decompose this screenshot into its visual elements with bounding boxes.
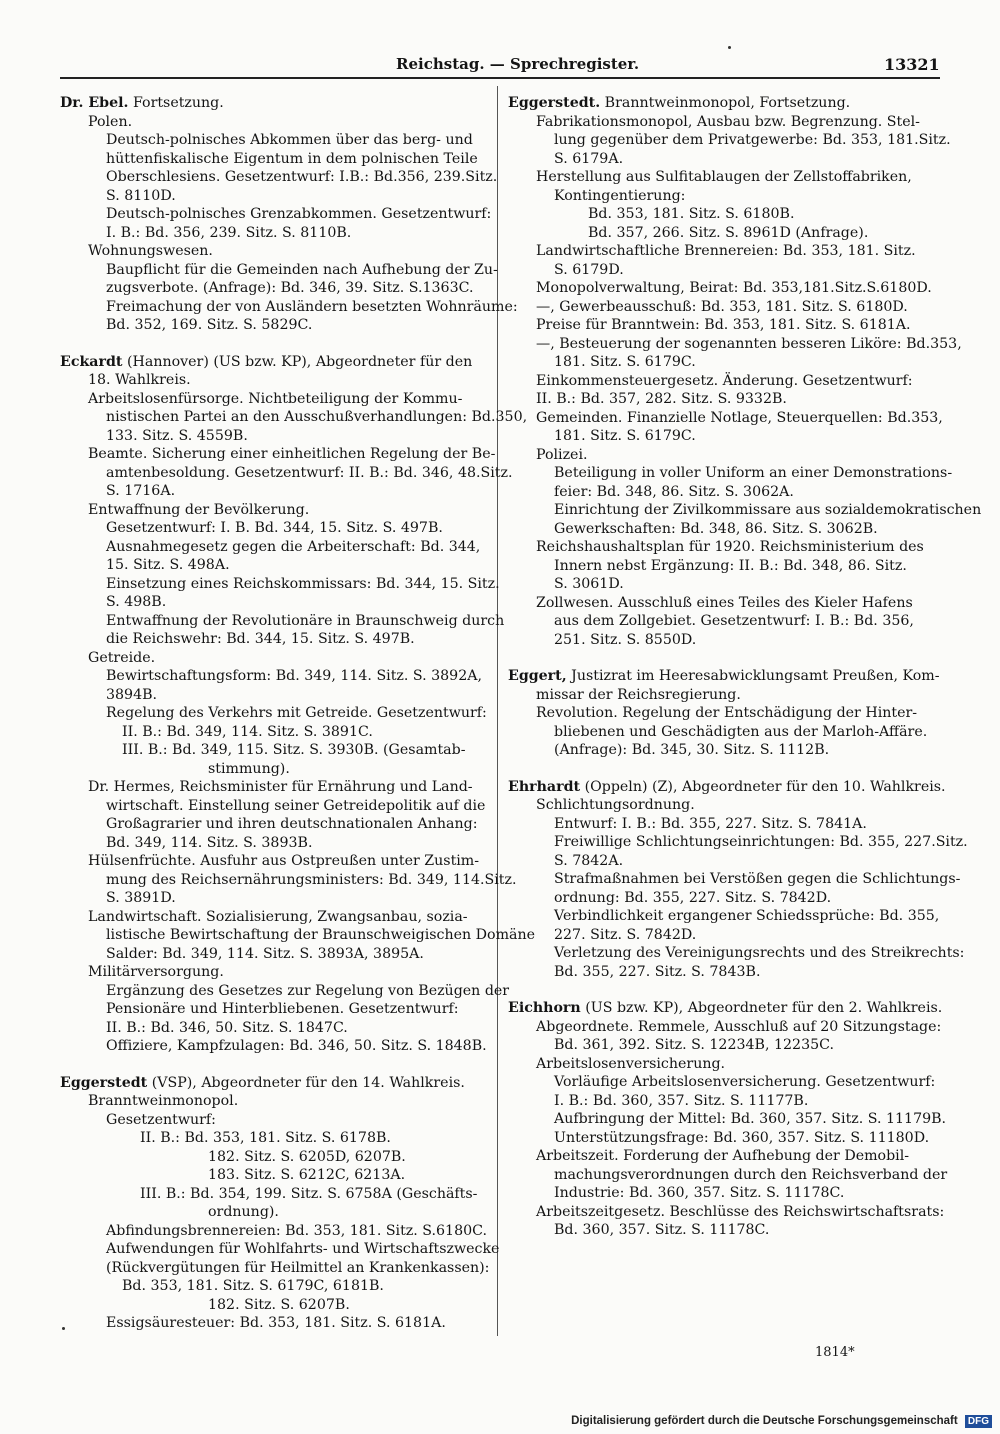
entry-text: Bd. 353, 181. Sitz. S. 6180B. [588, 206, 795, 222]
entry-text: Polizei. [536, 446, 588, 463]
entry-line [508, 907, 940, 926]
entry-text: Hülsenfrüchte. Ausfuhr aus Ostpreußen unter Zustim- [88, 853, 480, 869]
entry-line [508, 741, 940, 760]
entry-line [508, 723, 940, 742]
entry-line [508, 870, 961, 889]
entry-line [508, 926, 940, 945]
entry-line [508, 852, 940, 871]
entry-text: S. 7842A. [554, 852, 624, 869]
entry-text: Herstellung aus Sulfitablaugen der Zellstoffabriken, [536, 169, 912, 185]
entry-line [60, 889, 488, 908]
entry-line [60, 630, 488, 649]
entry-line [60, 224, 488, 243]
entry-line [60, 667, 488, 686]
entry-gap [508, 990, 940, 999]
entry-line [60, 445, 496, 464]
entry-line [508, 1129, 940, 1148]
entry-line [60, 298, 518, 317]
entry-text: Aufwendungen für Wohlfahrts- und Wirtschaftszwecke [106, 1241, 500, 1257]
entry-line [60, 686, 488, 705]
entry-text: Deutsch-polnisches Abkommen über das berg- und [106, 132, 473, 148]
page-number: 13321 [884, 55, 940, 74]
entry-text: Bd. 360, 357. Sitz. S. 11178C. [554, 1222, 770, 1238]
entry-line [508, 409, 943, 428]
entry-line [508, 187, 940, 206]
entry-line [60, 593, 488, 612]
footer-mark: 1814* [815, 1345, 855, 1360]
entry-text: 227. Sitz. S. 7842D. [554, 926, 697, 943]
print-speck [728, 46, 731, 49]
entry-text: Kontingentierung: [554, 187, 686, 204]
entry-text: (US bzw. KP), Abgeordneter für den 2. Wahlkreis. [580, 1000, 943, 1016]
entry-text: 181. Sitz. S. 6179C. [554, 354, 696, 370]
entry-text: Einkommensteuergesetz. Änderung. Gesetzentwurf: [536, 372, 913, 389]
entry-text: Zollwesen. Ausschluß eines Teiles des Kieler Hafens [536, 594, 913, 611]
entry-text: (VSP), Abgeordneter für den 14. Wahlkreis. [147, 1074, 465, 1091]
entry-text: 183. Sitz. S. 6212C, 6213A. [208, 1167, 406, 1183]
entry-heading-line [508, 94, 940, 113]
entry-text: Regelung des Verkehrs mit Getreide. Gesetzentwurf: [106, 705, 487, 721]
entry-line [60, 538, 488, 557]
entry-text: Ausnahmegesetz gegen die Arbeiterschaft: Bd. 344, [106, 538, 481, 555]
speaker-name: Eggert, [508, 668, 567, 684]
entry-line [60, 242, 488, 261]
entry-text: Revolution. Regelung der Entschädigung der Hinter- [536, 705, 918, 721]
entry-text: Arbeitszeitgesetz. Beschlüsse des Reichswirtschaftsrats: [536, 1203, 945, 1220]
entry-line [508, 242, 940, 261]
entry-text: I. B.: Bd. 356, 239. Sitz. S. 8110B. [106, 224, 352, 241]
entry-line [508, 1073, 940, 1092]
entry-text: aus dem Zollgebiet. Gesetzentwurf: I. B.: Bd. 356, [554, 613, 914, 629]
entry-text: (Oppeln) (Z), Abgeordneter für den 10. Wahlkreis. [580, 778, 946, 795]
entry-line [60, 408, 528, 427]
speaker-name: Eckardt [60, 353, 123, 370]
entry-line [60, 205, 492, 224]
entry-text: S. 3891D. [106, 890, 176, 906]
entry-line [60, 1222, 488, 1241]
entry-line [508, 316, 940, 335]
entry-line [60, 427, 488, 446]
entry-text: missar der Reichsregierung. [536, 686, 741, 703]
page-header-title: Reichstag. — Sprechregister. [396, 55, 640, 73]
entry-line [508, 501, 982, 520]
entry-gap [60, 1065, 488, 1074]
entry-line [60, 168, 498, 187]
entry-line [60, 371, 488, 390]
entry-line [508, 1203, 945, 1222]
entry-line [508, 464, 953, 483]
entry-line [508, 446, 940, 465]
entry-text: feier: Bd. 348, 86. Sitz. S. 3062A. [554, 483, 794, 500]
entry-text: Gesetzentwurf: [106, 1111, 216, 1128]
entry-line [508, 612, 940, 631]
entry-text: stimmung). [208, 760, 290, 777]
entry-heading-line [60, 353, 488, 372]
entry-gap [508, 981, 940, 990]
entry-text: Polen. [88, 113, 133, 130]
entry-line [508, 261, 940, 280]
entry-line [508, 833, 968, 852]
entry-text: 3894B. [106, 686, 158, 703]
entry-line [60, 1129, 488, 1148]
entry-line [60, 1314, 488, 1333]
entry-text: Beamte. Sicherung einer einheitlichen Regelung der Be- [88, 446, 496, 462]
entry-line [508, 796, 940, 815]
entry-line [508, 1036, 940, 1055]
entry-text: —, Gewerbeausschuß: Bd. 353, 181. Sitz. S. 6180D. [536, 298, 908, 315]
entry-text: Aufbringung der Mittel: Bd. 360, 357. Sitz. S. 11179B. [554, 1111, 947, 1127]
entry-text: —, Besteuerung der sogenannten besseren Liköre: Bd.353, [536, 335, 962, 352]
entry-text: Gemeinden. Finanzielle Notlage, Steuerquellen: Bd.353, [536, 409, 943, 426]
entry-text: mung des Reichsernährungsministers: Bd. 349, 114.Sitz. [106, 871, 517, 888]
entry-text: ordnung: Bd. 355, 227. Sitz. S. 7842D. [554, 889, 832, 906]
entry-line [60, 963, 488, 982]
entry-line [60, 741, 488, 760]
entry-line [508, 150, 940, 169]
entry-text: II. B.: Bd. 353, 181. Sitz. S. 6178B. [140, 1130, 391, 1146]
entry-line [60, 556, 488, 575]
entry-line [60, 1277, 488, 1296]
entry-text: wirtschaft. Einstellung seiner Getreidepolitik auf die [106, 797, 486, 814]
entry-text: Arbeitszeit. Forderung der Aufhebung der Demobil- [536, 1148, 910, 1164]
entry-text: Oberschlesiens. Gesetzentwurf: I.B.: Bd.356, 239.Sitz. [106, 169, 498, 185]
entry-gap [60, 344, 488, 353]
entry-gap [60, 1056, 488, 1065]
entry-line [508, 298, 940, 317]
entry-text: Abfindungsbrennereien: Bd. 353, 181. Sitz. S.6180C. [106, 1222, 487, 1239]
entry-line [508, 1110, 947, 1129]
entry-text: Fabrikationsmonopol, Ausbau bzw. Begrenzung. Stel- [536, 113, 920, 130]
entry-text: Freimachung der von Ausländern besetzten Wohnräume: [106, 298, 518, 315]
entry-text: Preise für Branntwein: Bd. 353, 181. Sitz. S. 6181A. [536, 317, 911, 333]
speaker-name: Ehrhardt [508, 778, 581, 795]
entry-text: 182. Sitz. S. 6207B. [208, 1296, 350, 1313]
entry-text: Einsetzung eines Reichskommissars: Bd. 344, 15. Sitz. [106, 575, 500, 592]
entry-line [60, 261, 498, 280]
entry-line [60, 852, 488, 871]
speaker-name: Eggerstedt [60, 1074, 148, 1091]
entry-line [60, 1092, 488, 1111]
entry-line [60, 945, 488, 964]
entry-text: Bd. 355, 227. Sitz. S. 7843B. [554, 963, 761, 980]
entry-text: III. B.: Bd. 349, 115. Sitz. S. 3930B. (Gesamtab- [122, 742, 466, 758]
entry-text: Pensionäre und Hinterbliebenen. Gesetzentwurf: [106, 1001, 459, 1017]
dfg-logo: DFG [965, 1415, 992, 1428]
entry-text: Beteiligung in voller Uniform an einer Demonstrations- [554, 465, 953, 481]
entry-text: Baupflicht für die Gemeinden nach Aufhebung der Zu- [106, 261, 498, 278]
entry-line [508, 390, 940, 409]
entry-line [508, 483, 940, 502]
entry-text: Getreide. [88, 649, 156, 666]
entry-text: Essigsäuresteuer: Bd. 353, 181. Sitz. S. 6181A. [106, 1315, 446, 1331]
entry-text: Strafmaßnahmen bei Verstößen gegen die Schlichtungs- [554, 871, 961, 887]
entry-text: Salder: Bd. 349, 114. Sitz. S. 3893A, 3895A. [106, 945, 424, 962]
entry-line [60, 187, 488, 206]
entry-text: S. 1716A. [106, 483, 176, 499]
entry-line [60, 1000, 488, 1019]
entry-line [508, 168, 940, 187]
entry-line [508, 205, 940, 224]
entry-text: Bd. 349, 114. Sitz. S. 3893B. [106, 834, 313, 851]
entry-line [508, 538, 940, 557]
print-speck [62, 1327, 65, 1330]
entry-text: II. B.: Bd. 346, 50. Sitz. S. 1847C. [106, 1019, 348, 1036]
entry-line [508, 815, 940, 834]
entry-text: Schlichtungsordnung. [536, 797, 695, 813]
entry-heading-line [60, 1074, 488, 1093]
entry-text: Deutsch-polnisches Grenzabkommen. Gesetzentwurf: [106, 206, 492, 222]
entry-text: Arbeitslosenfürsorge. Nichtbeteiligung der Kommu- [88, 390, 463, 407]
entry-line [508, 1184, 940, 1203]
entry-text: Militärversorgung. [88, 964, 224, 980]
entry-line [508, 131, 951, 150]
entry-line [60, 1111, 488, 1130]
entry-line [508, 1221, 940, 1240]
entry-line [60, 1240, 500, 1259]
entry-line [508, 594, 940, 613]
entry-text: amtenbesoldung. Gesetzentwurf: II. B.: Bd. 346, 48.Sitz. [106, 464, 513, 481]
entry-text: Bd. 353, 181. Sitz. S. 6179C, 6181B. [122, 1278, 384, 1294]
entry-line [60, 797, 488, 816]
right-column [508, 94, 982, 1240]
entry-line [60, 926, 536, 945]
entry-text: Verletzung des Vereinigungsrechts und des Streikrechts: [554, 945, 965, 961]
entry-text: Bd. 352, 169. Sitz. S. 5829C. [106, 317, 313, 333]
entry-text: 15. Sitz. S. 498A. [106, 557, 230, 573]
entry-text: Entwaffnung der Revolutionäre in Braunschweig durch [106, 612, 505, 629]
entry-line [60, 316, 488, 335]
entry-line [60, 982, 510, 1001]
entry-line [508, 520, 940, 539]
speaker-name: Eichhorn [508, 1000, 581, 1016]
entry-text: lung gegenüber dem Privatgewerbe: Bd. 353, 181.Sitz. [554, 132, 951, 148]
entry-text: Industrie: Bd. 360, 357. Sitz. S. 11178C. [554, 1185, 845, 1201]
entry-line [60, 815, 488, 834]
header-rule [60, 77, 940, 79]
entry-text: Unterstützungsfrage: Bd. 360, 357. Sitz. S. 11180D. [554, 1129, 930, 1146]
entry-text: II. B.: Bd. 349, 114. Sitz. S. 3891C. [122, 723, 373, 740]
digitization-credit [571, 1415, 992, 1428]
entry-line [60, 482, 488, 501]
entry-line [60, 612, 505, 631]
entry-text: III. B.: Bd. 354, 199. Sitz. S. 6758A (Geschäfts- [140, 1185, 478, 1202]
entry-text: Großagrarier und ihren deutschnationalen Anhang: [106, 816, 478, 832]
entry-line [60, 704, 488, 723]
entry-line [60, 1037, 488, 1056]
entry-text: Branntweinmonopol, Fortsetzung. [600, 95, 851, 111]
entry-line [508, 113, 940, 132]
entry-text: zugsverbote. (Anfrage): Bd. 346, 39. Sitz. S.1363C. [106, 280, 474, 296]
entry-text: S. 6179A. [554, 150, 624, 167]
entry-line [508, 1147, 940, 1166]
entry-line [508, 279, 940, 298]
entry-line [508, 889, 940, 908]
entry-line [60, 834, 488, 853]
entry-text: Gesetzentwurf: I. B. Bd. 344, 15. Sitz. S. 497B. [106, 520, 443, 536]
entry-line [60, 1259, 488, 1278]
entry-text: Bd. 361, 392. Sitz. S. 12234B, 12235C. [554, 1037, 834, 1053]
entry-line [60, 113, 488, 132]
entry-line [508, 1092, 940, 1111]
entry-text: 18. Wahlkreis. [88, 372, 191, 388]
entry-text: 251. Sitz. S. 8550D. [554, 631, 697, 648]
entry-line [508, 575, 940, 594]
entry-text: die Reichswehr: Bd. 344, 15. Sitz. S. 497B. [106, 631, 415, 647]
entry-gap [508, 658, 940, 667]
speaker-name: Dr. Ebel. [60, 95, 129, 111]
entry-text: 181. Sitz. S. 6179C. [554, 428, 696, 444]
entry-text: (Anfrage): Bd. 345, 30. Sitz. S. 1112B. [554, 742, 830, 758]
entry-line [60, 1019, 488, 1038]
entry-line [60, 871, 517, 890]
entry-line [60, 760, 488, 779]
entry-text: Offiziere, Kampfzulagen: Bd. 346, 50. Sitz. S. 1848B. [106, 1038, 487, 1054]
entry-line [60, 575, 500, 594]
entry-line [508, 353, 940, 372]
speaker-name: Eggerstedt. [508, 95, 601, 111]
entry-line [508, 557, 940, 576]
entry-heading-line [60, 94, 488, 113]
entry-text: bliebenen und Geschädigten aus der Marloh-Affäre. [554, 723, 928, 740]
entry-text: S. 498B. [106, 594, 167, 610]
entry-text: Gewerkschaften: Bd. 348, 86. Sitz. S. 3062B. [554, 520, 878, 537]
entry-text: Einrichtung der Zivilkommissare aus sozialdemokratischen [554, 502, 982, 518]
digitization-note: Digitalisierung gefördert durch die Deutsche Forschungsgemeinschaft [571, 1415, 958, 1427]
entry-line [60, 519, 488, 538]
entry-line [60, 1185, 488, 1204]
entry-text: Dr. Hermes, Reichsminister für Ernährung und Land- [88, 779, 473, 795]
entry-line [508, 1055, 940, 1074]
entry-text: Landwirtschaftliche Brennereien: Bd. 353, 181. Sitz. [536, 243, 916, 259]
entry-text: Reichshaushaltsplan für 1920. Reichsministerium des [536, 539, 924, 555]
entry-line [60, 778, 488, 797]
entry-text: S. 8110D. [106, 187, 176, 204]
entry-text: listische Bewirtschaftung der Braunschweigischen Domäne [106, 927, 536, 943]
entry-line [508, 372, 940, 391]
entry-text: Ergänzung des Gesetzes zur Regelung von Bezügen der [106, 982, 510, 999]
entry-line [60, 1166, 488, 1185]
entry-text: S. 6179D. [554, 261, 624, 278]
entry-line [508, 704, 940, 723]
entry-line [60, 464, 513, 483]
entry-text: nistischen Partei an den Ausschußverhandlungen: Bd.350, [106, 409, 528, 425]
entry-text: S. 3061D. [554, 576, 624, 592]
entry-line [508, 224, 940, 243]
entry-text: Abgeordnete. Remmele, Ausschluß auf 20 Sitzungstage: [536, 1018, 942, 1035]
entry-heading-line [508, 667, 940, 686]
entry-text: Innern nebst Ergänzung: II. B.: Bd. 348, 86. Sitz. [554, 557, 907, 574]
entry-line [508, 1018, 940, 1037]
entry-text: 133. Sitz. S. 4559B. [106, 427, 248, 444]
entry-gap [508, 649, 940, 658]
entry-text: (Hannover) (US bzw. KP), Abgeordneter für den [122, 353, 473, 370]
entry-text: I. B.: Bd. 360, 357. Sitz. S. 11177B. [554, 1092, 809, 1109]
left-column [60, 94, 536, 1333]
entry-line [508, 963, 940, 982]
entry-text: Freiwillige Schlichtungseinrichtungen: Bd. 355, 227.Sitz. [554, 834, 968, 850]
entry-text: Justizrat im Heeresabwicklungsamt Preußen, Kom- [566, 668, 940, 684]
entry-line [508, 686, 940, 705]
entry-gap [508, 769, 940, 778]
entry-text: (Rückvergütungen für Heilmittel an Krankenkassen): [106, 1259, 490, 1276]
entry-text: Entwurf: I. B.: Bd. 355, 227. Sitz. S. 7841A. [554, 815, 867, 832]
entry-heading-line [508, 778, 946, 797]
entry-text: Arbeitslosenversicherung. [536, 1055, 726, 1072]
entry-line [508, 427, 940, 446]
entry-line [60, 131, 488, 150]
entry-line [60, 1203, 488, 1222]
entry-text: Fortsetzung. [128, 95, 224, 111]
entry-line [508, 335, 962, 354]
entry-text: Verbindlichkeit ergangener Schiedssprüche: Bd. 355, [554, 908, 940, 924]
entry-line [60, 1148, 488, 1167]
entry-line [508, 944, 965, 963]
entry-text: Bewirtschaftungsform: Bd. 349, 114. Sitz. S. 3892A, [106, 668, 482, 684]
entry-text: II. B.: Bd. 357, 282. Sitz. S. 9332B. [536, 391, 787, 407]
entry-line [60, 908, 488, 927]
entry-text: Monopolverwaltung, Beirat: Bd. 353,181.Sitz.S.6180D. [536, 280, 932, 296]
entry-text: Vorläufige Arbeitslosenversicherung. Gesetzentwurf: [554, 1074, 936, 1090]
entry-gap [508, 760, 940, 769]
entry-text: Landwirtschaft. Sozialisierung, Zwangsanbau, sozia- [88, 908, 468, 925]
entry-text: hüttenfiskalische Eigentum in dem polnischen Teile [106, 150, 478, 167]
entry-line [60, 279, 488, 298]
entry-line [60, 723, 488, 742]
entry-text: ordnung). [208, 1204, 279, 1220]
entry-text: Bd. 357, 266. Sitz. S. 8961D (Anfrage). [588, 224, 869, 241]
entry-text: Branntweinmonopol. [88, 1093, 239, 1109]
entry-line [60, 501, 488, 520]
entry-gap [60, 335, 488, 344]
entry-heading-line [508, 999, 943, 1018]
entry-line [508, 631, 940, 650]
entry-line [60, 390, 488, 409]
entry-text: 182. Sitz. S. 6205D, 6207B. [208, 1148, 406, 1165]
entry-text: Entwaffnung der Bevölkerung. [88, 501, 310, 518]
entry-text: machungsverordnungen durch den Reichsverband der [554, 1166, 948, 1183]
entry-text: Wohnungswesen. [88, 243, 213, 259]
entry-line [508, 1166, 948, 1185]
entry-line [60, 649, 488, 668]
entry-line [60, 150, 488, 169]
entry-line [60, 1296, 488, 1315]
